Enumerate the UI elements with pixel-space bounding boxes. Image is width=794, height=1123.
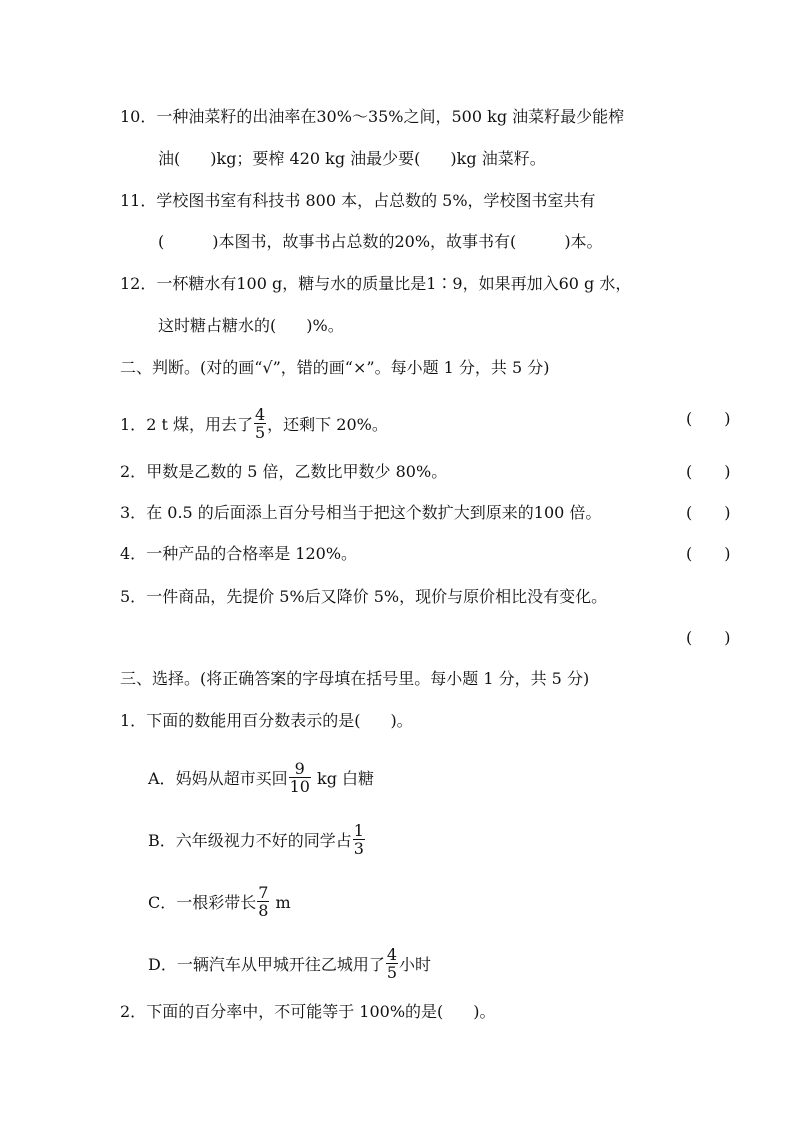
choice-question-2: 2．下面的百分率中，不可能等于 100%的是( )。 [120,1002,496,1021]
choice-option-a[interactable]: A．妈妈从超市买回 $\frac{9}{10}$ kg 白糖 [148,759,375,796]
question-10-line-1 [120,106,624,128]
answer-paren[interactable]: ( ) [686,462,731,481]
choice-option-b[interactable]: B．六年级视力不好的同学占 $\frac{1}{3}$ [148,821,364,858]
choice-option-c[interactable]: C．一根彩带长 $\frac{7}{8}$ m [148,883,291,920]
answer-paren[interactable]: ( ) [686,409,731,428]
question-text: 一种油菜籽的出油率在30%～35%之间，500 kg 油菜籽最少能榨 [156,107,625,126]
section-heading-judge: 二、判断。(对的画“√”，错的画“×”。每小题 1 分，共 5 分) [120,358,550,377]
option-label: C． [148,893,177,912]
question-12-line-2: 这时糖占糖水的( )%。 [158,316,344,335]
question-number: 12． [120,274,157,293]
judge-item-2: 2．甲数是乙数的 5 倍，乙数比甲数少 80%。 [120,462,448,481]
judge-item-3: 3．在 0.5 的后面添上百分号相当于把这个数扩大到原来的100 倍。 [120,503,602,522]
question-text: 一杯糖水有100 g，糖与水的质量比是1∶9，如果再加入60 g 水， [156,274,632,293]
question-10-line-2: 油( )kg；要榨 420 kg 油最少要( )kg 油菜籽。 [158,149,546,168]
judge-item-5: 5．一件商品，先提价 5%后又降价 5%，现价与原价相比没有变化。 [120,587,608,606]
judge-item-4: 4．一种产品的合格率是 120%。 [120,544,358,563]
fraction: $\frac{9}{10}$ [289,759,310,796]
question-number: 3． [120,503,147,522]
judge-item-1: 1．2 t 煤，用去了 $\frac{4}{5}$ ，还剩下 20%。 [120,405,388,442]
question-number: 5． [120,587,147,606]
question-11-line-2: ( )本图书，故事书占总数的20%，故事书有( )本。 [158,232,603,251]
answer-paren[interactable]: ( ) [686,544,731,563]
question-12-line-1 [120,273,631,295]
section-heading-choice: 三、选择。(将正确答案的字母填在括号里。每小题 1 分，共 5 分) [120,669,590,688]
answer-paren[interactable]: ( ) [686,503,731,522]
question-number: 2． [120,1002,147,1021]
question-number: 1． [120,711,147,730]
option-label: A． [148,769,176,788]
fraction: $\frac{4}{5}$ [254,405,266,442]
option-label: D． [148,955,177,974]
question-number: 10． [120,107,157,126]
choice-option-d[interactable]: D．一辆汽车从甲城开往乙城用了 $\frac{4}{5}$ 小时 [148,945,432,982]
question-11-line-1 [120,190,596,212]
fraction: $\frac{1}{3}$ [353,821,364,858]
question-text: 学校图书室有科技书 800 本，占总数的 5%，学校图书室共有 [156,191,596,210]
question-number: 1． [120,415,147,434]
answer-paren[interactable]: ( ) [686,628,731,647]
choice-question-1: 1．下面的数能用百分数表示的是( )。 [120,711,413,730]
question-number: 4． [120,544,147,563]
fraction: $\frac{4}{5}$ [386,945,398,982]
fraction: $\frac{7}{8}$ [258,883,269,920]
option-label: B． [148,831,176,850]
question-number: 2． [120,462,147,481]
question-number: 11． [120,191,157,210]
